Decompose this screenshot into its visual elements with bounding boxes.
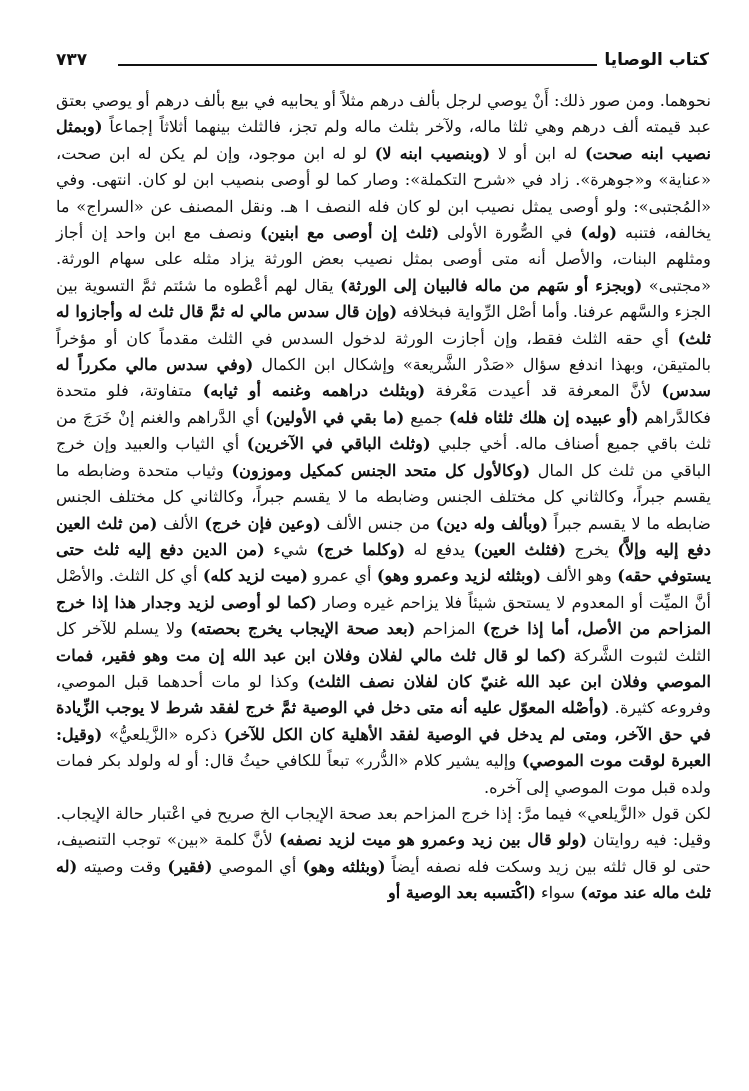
chapter-title: كتاب الوصايا [604, 50, 709, 70]
paragraph [56, 88, 711, 801]
commentary-text: أي كل الثلث. والأصْل أنَّ الميِّت أو المعدوم لا يستحق شيئاً فلا يزاحم غيره وصار [56, 566, 711, 612]
commentary-text: لكن قول «الزَّيلعي» فيما مرَّ: إذا خرج المزاحم بعد صحة الإيجاب الخ صريح في اعْتبار حالة الإيجاب. وقيل: فيه روايتان [56, 803, 712, 850]
commentary-text: نحوهما. ومن صور ذلك: أَنْ يوصي لرجل بألف درهم مثلاً أو يحابيه في بيع بألف درهم أو يوصي بعتق عبد قيمته ألف درهم وهي ثلثا ماله، ولآخر بثلث ماله ولم تجز، فالثلث بينهما أثلاثاً إجماعاً [56, 91, 711, 137]
commentary-text: لأنَّ كلمة «بين» توجب التنصيف، حتى لو قال ثلثه بين زيد وسكت فله نصفه أيضاً [56, 830, 712, 876]
commentary-text: من جنس الألف [320, 513, 436, 533]
commentary-text: وإليه يشير كلام «الدُّرر» تبعاً للكافي حيثُ قال: أو له ولولد بكر فمات ولده قبل موت الموصي إلى آخره. [56, 751, 711, 797]
commentary-text: وثياب متحدة وضابطه ما يقسم جبراً، وكالثاني كل مختلف الجنس وضابطه ما لا يقسم جبراً، وكالثاني كل مختلف الجنس ضابطه ما لا يقسم جبراً [56, 460, 711, 533]
matn-text: (وبثلثه وهو) [302, 856, 386, 876]
matn-text: (من الدين دفع إليه ثلث حتى يستوفي حقه) [56, 539, 712, 586]
commentary-text: ونصف مع ابن واحد إن أجاز ومثلهم البنات، والأصل أنه متى أوصى بمثل نصيب بعض الورثة يزاد مثله على سهام الورثة. «مجتبى» [56, 223, 711, 295]
matn-text: (كما لو قال ثلث مالي لفلان وفلان ابن عبد الله إن مت وهو فقير، فمات الموصي وفلان ابن عبد الله غنيّ كان لفلان نصف الثلث) [56, 645, 711, 691]
matn-text: (أو عبيده إن هلك ثلثاه فله) [448, 407, 639, 427]
matn-text: (ميت لزيد كله) [202, 566, 308, 586]
commentary-text: أي الدَّراهم والغنم إنْ خَرَجَ من ثلث باقي جميع أصناف ماله. أخي جلبي [56, 407, 711, 454]
commentary-text: أي الموصي [212, 856, 303, 876]
commentary-text: يخرج [566, 539, 618, 559]
header-rule [118, 64, 597, 66]
commentary-text: سواء [535, 883, 581, 903]
matn-text: (كما لو أوصى لزيد وجدار هذا إذا خرج المزاحم من الأصل، أما إذا خرج) [56, 592, 711, 639]
matn-text: (ما بقي في الأولين) [265, 407, 405, 427]
commentary-text: لو له ابن موجود، وإن لم يكن له ابن صحت، «عناية» و«جوهرة». زاد في «شرح التكملة»: وصار كما لو أوصى بنصيب ابن لو كان. انتهى. وفي «المُجتبى»: ولو أوصى يمثل نصيب ابن لو كان فله النصف ا هـ. ونقل المصنف عن «السراج» ما يخالفه، فتنبه [56, 143, 711, 243]
commentary-text: ولا يسلم للآخر كل الثلث لثبوت الشَّركة [56, 619, 712, 665]
matn-text: (وله) [580, 223, 618, 243]
paragraph [56, 801, 711, 907]
matn-text: (من ثلث العين دفع إليه وإلاَّ) [56, 513, 711, 559]
commentary-text: ذكره «الزَّيلعيُّ» [102, 724, 224, 744]
commentary-text: له ابن أو لا [490, 143, 586, 163]
matn-text: (وثلث الباقي في الآخرين) [246, 434, 431, 454]
matn-text: (ولو قال بين زيد وعمرو هو ميت لزيد نصفه) [278, 830, 588, 850]
commentary-text: وقت وصيته [77, 856, 168, 876]
commentary-text: متفاوتة، فلو متحدة فكالدَّراهم [56, 381, 712, 427]
page-number: ٧٣٧ [56, 50, 88, 70]
matn-text: (فثلث العين) [473, 539, 567, 559]
commentary-text: أي حقه الثلث فقط، وإن أجازت الورثة لدخول السدس في الثلث مقدماً كان أو مؤخراً بالمتيقن، وبهذا اندفع سؤال «صَدْر الشَّريعة» وإشكال ابن الكمال [56, 328, 711, 375]
commentary-text: وهو الألف [541, 566, 618, 586]
commentary-text: في الصُّورة الأولى [439, 223, 581, 243]
running-header [56, 48, 709, 78]
matn-text: (وبألف وله دين) [435, 513, 548, 533]
commentary-text: أي عمرو [307, 566, 377, 586]
matn-text: (فقير) [167, 856, 213, 876]
matn-text: (وبثلثه لزيد وعمرو وهو) [376, 566, 542, 586]
matn-text: (وقيل: العبرة لوقت موت الموصي) [56, 724, 711, 771]
matn-text: (وكالأول كل متحد الجنس كمكيل وموزون) [231, 460, 531, 480]
matn-text: (وفي سدس مالي مكرراً له سدس) [56, 355, 712, 401]
body-text [56, 88, 711, 907]
commentary-text: يدفع له [405, 539, 474, 559]
matn-text: (وإن قال سدس مالي له ثمَّ قال ثلث له وأجازوا له ثلث) [56, 302, 711, 348]
commentary-text: الألف [157, 513, 205, 533]
matn-text: (ثلث إن أوصى مع ابنين) [259, 223, 440, 243]
commentary-text: لأنَّ المعرفة قد أعيدت مَعْرفة [425, 381, 662, 401]
commentary-text: المزاحم [415, 619, 483, 639]
matn-text: (وبمثل نصيب ابنه صحت) [56, 117, 711, 163]
matn-text: (وبجزء أو سَهم من ماله فالبيان إلى الورثة) [340, 275, 643, 295]
matn-text: (بعد صحة الإيجاب يخرج بحصته) [190, 619, 416, 639]
commentary-text: يقال لهم أعْطوه ما شئتم ثمَّ التسوية بين الجزء والسَّهم عرفنا. وأما أصْل الرِّواية فبخلافه [56, 275, 711, 322]
matn-text: (وبنصيب ابنه لا) [374, 143, 491, 163]
matn-text: (له ثلث ماله عند موته) [56, 856, 711, 903]
matn-text: (وعين فإن خرج) [204, 513, 321, 533]
matn-text: (وبثلث دراهمه وغنمه أو ثيابه) [202, 381, 426, 401]
matn-text: (اكْتسبه بعد الوصية أو [387, 883, 536, 903]
commentary-text: شيء [264, 539, 317, 559]
commentary-text: أي الثياب والعبيد وإن خرج الباقي من ثلث كل المال [56, 434, 711, 480]
matn-text: (وأصْله المعوّل عليه أنه متى دخل في الوصية ثمَّ خرج لفقد شرط لا يوجب الزِّيادة في حق الآخر، ومتى لم يدخل في الوصية لفقد الأهلية كان الكل للآخر) [56, 698, 711, 744]
commentary-text: وكذا لو مات أحدهما قبل الموصي، وفروعه كثيرة. [56, 671, 711, 718]
commentary-text: جميع [404, 407, 449, 427]
matn-text: (وكلما خرج) [316, 539, 406, 559]
